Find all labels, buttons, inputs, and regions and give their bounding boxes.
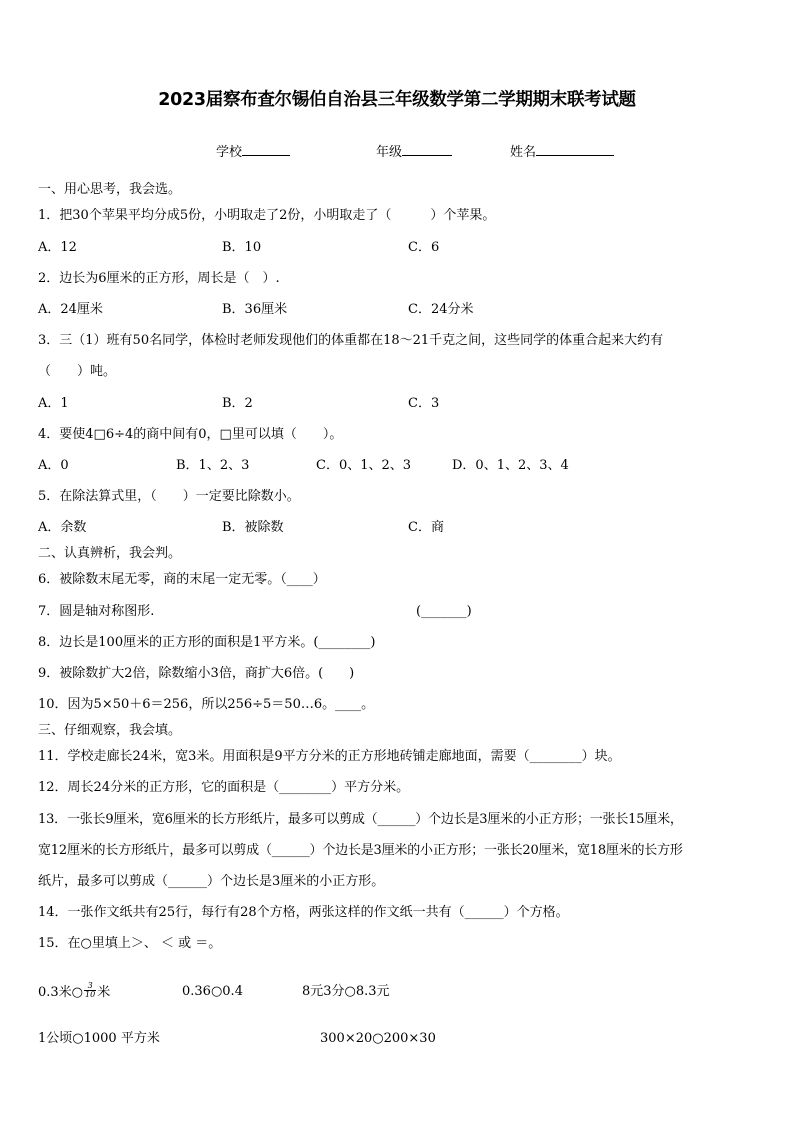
school-blank[interactable] <box>242 143 290 156</box>
q15-a-right: 米 <box>97 985 111 1000</box>
q3-option-a[interactable]: A．1 <box>38 396 69 411</box>
school-label: 学校 <box>216 145 243 160</box>
question-9: 9．被除数扩大2倍，除数缩小3倍，商扩大6倍。( ) <box>38 666 355 681</box>
question-3-line-2: （ ）吨。 <box>38 364 117 379</box>
question-7: 7．圆是轴对称图形. <box>38 604 155 619</box>
grade-field <box>376 141 452 160</box>
question-8: 8．边长是100厘米的正方形的面积是1平方米。(________) <box>38 635 376 650</box>
school-field <box>216 141 290 160</box>
question-10: 10．因为5×50＋6＝256，所以256÷5＝50…6。____。 <box>38 697 375 712</box>
q15-comparison-c[interactable]: 8元3分○8.3元 <box>302 984 390 999</box>
question-4: 4．要使4□6÷4的商中间有0，□里可以填（ ）。 <box>38 427 343 442</box>
question-11: 11．学校走廊长24米，宽3米。用面积是9平方分米的正方形地砖铺走廊地面，需要（________）块。 <box>38 749 621 764</box>
name-blank[interactable] <box>536 143 614 156</box>
q15-comparison-a[interactable] <box>38 981 111 1001</box>
name-field <box>510 141 614 160</box>
section-heading-3: 三、仔细观察，我会填。 <box>38 723 182 738</box>
q2-option-a[interactable]: A．24厘米 <box>38 302 103 317</box>
q5-option-b[interactable]: B．被除数 <box>222 520 284 535</box>
question-1: 1．把30个苹果平均分成5份，小明取走了2份，小明取走了（ ）个苹果。 <box>38 208 496 223</box>
name-label: 姓名 <box>510 145 537 160</box>
question-15: 15．在○里填上＞、 ＜ 或 ＝。 <box>38 936 222 951</box>
question-6: 6．被除数末尾无零，商的末尾一定无零。（____） <box>38 572 326 587</box>
page-title: 2023届察布查尔锡伯自治县三年级数学第二学期期末联考试题 <box>158 90 636 110</box>
q15-comparison-b[interactable]: 0.36○0.4 <box>182 984 243 999</box>
q1-option-b[interactable]: B．10 <box>222 240 262 255</box>
q4-option-a[interactable]: A．0 <box>38 458 69 473</box>
grade-blank[interactable] <box>402 143 452 156</box>
question-2: 2．边长为6厘米的正方形，周长是（ ）. <box>38 271 280 286</box>
q7-answer-blank[interactable]: (_______) <box>416 604 472 619</box>
fraction-numerator: 3 <box>84 982 96 991</box>
q15-a-left: 0.3米○ <box>38 985 84 1000</box>
q15-comparison-d[interactable]: 1公顷○1000 平方米 <box>38 1031 160 1046</box>
q15-comparison-e[interactable]: 300×20○200×30 <box>320 1031 436 1046</box>
q1-option-a[interactable]: A．12 <box>38 240 77 255</box>
question-13-line-3: 纸片，最多可以剪成（______）个边长是3厘米的小正方形。 <box>38 874 385 889</box>
grade-label: 年级 <box>376 145 403 160</box>
question-13-line-1: 13．一张长9厘米，宽6厘米的长方形纸片，最多可以剪成（______）个边长是3厘米的小正方形；一张长15厘米， <box>38 812 683 827</box>
q5-option-a[interactable]: A．余数 <box>38 520 87 535</box>
q2-option-b[interactable]: B．36厘米 <box>222 302 288 317</box>
section-heading-2: 二、认真辨析，我会判。 <box>38 546 182 561</box>
q4-option-d[interactable]: D．0、1、2、3、4 <box>452 458 569 473</box>
section-heading-1: 一、用心思考，我会选。 <box>38 182 182 197</box>
question-3-line-1: 3．三（1）班有50名同学，体检时老师发现他们的体重都在18～21千克之间，这些同学的体重合起来大约有 <box>38 333 664 348</box>
q3-option-c[interactable]: C．3 <box>408 396 440 411</box>
q4-option-b[interactable]: B．1、2、3 <box>176 458 250 473</box>
q5-option-c[interactable]: C．商 <box>408 520 444 535</box>
question-12: 12．周长24分米的正方形，它的面积是（________）平方分米。 <box>38 780 410 795</box>
q4-option-c[interactable]: C．0、1、2、3 <box>316 458 412 473</box>
fraction-3-10 <box>84 982 96 999</box>
q1-option-c[interactable]: C．6 <box>408 240 440 255</box>
question-14: 14．一张作文纸共有25行，每行有28个方格，两张这样的作文纸一共有（______）个方格。 <box>38 905 569 920</box>
question-13-line-2: 宽12厘米的长方形纸片，最多可以剪成（______）个边长是3厘米的小正方形；一张长20厘米，宽18厘米的长方形 <box>38 843 683 858</box>
q2-option-c[interactable]: C．24分米 <box>408 302 474 317</box>
question-5: 5．在除法算式里，（ ）一定要比除数小。 <box>38 489 300 504</box>
q3-option-b[interactable]: B．2 <box>222 396 253 411</box>
fraction-denominator: 10 <box>85 990 96 999</box>
